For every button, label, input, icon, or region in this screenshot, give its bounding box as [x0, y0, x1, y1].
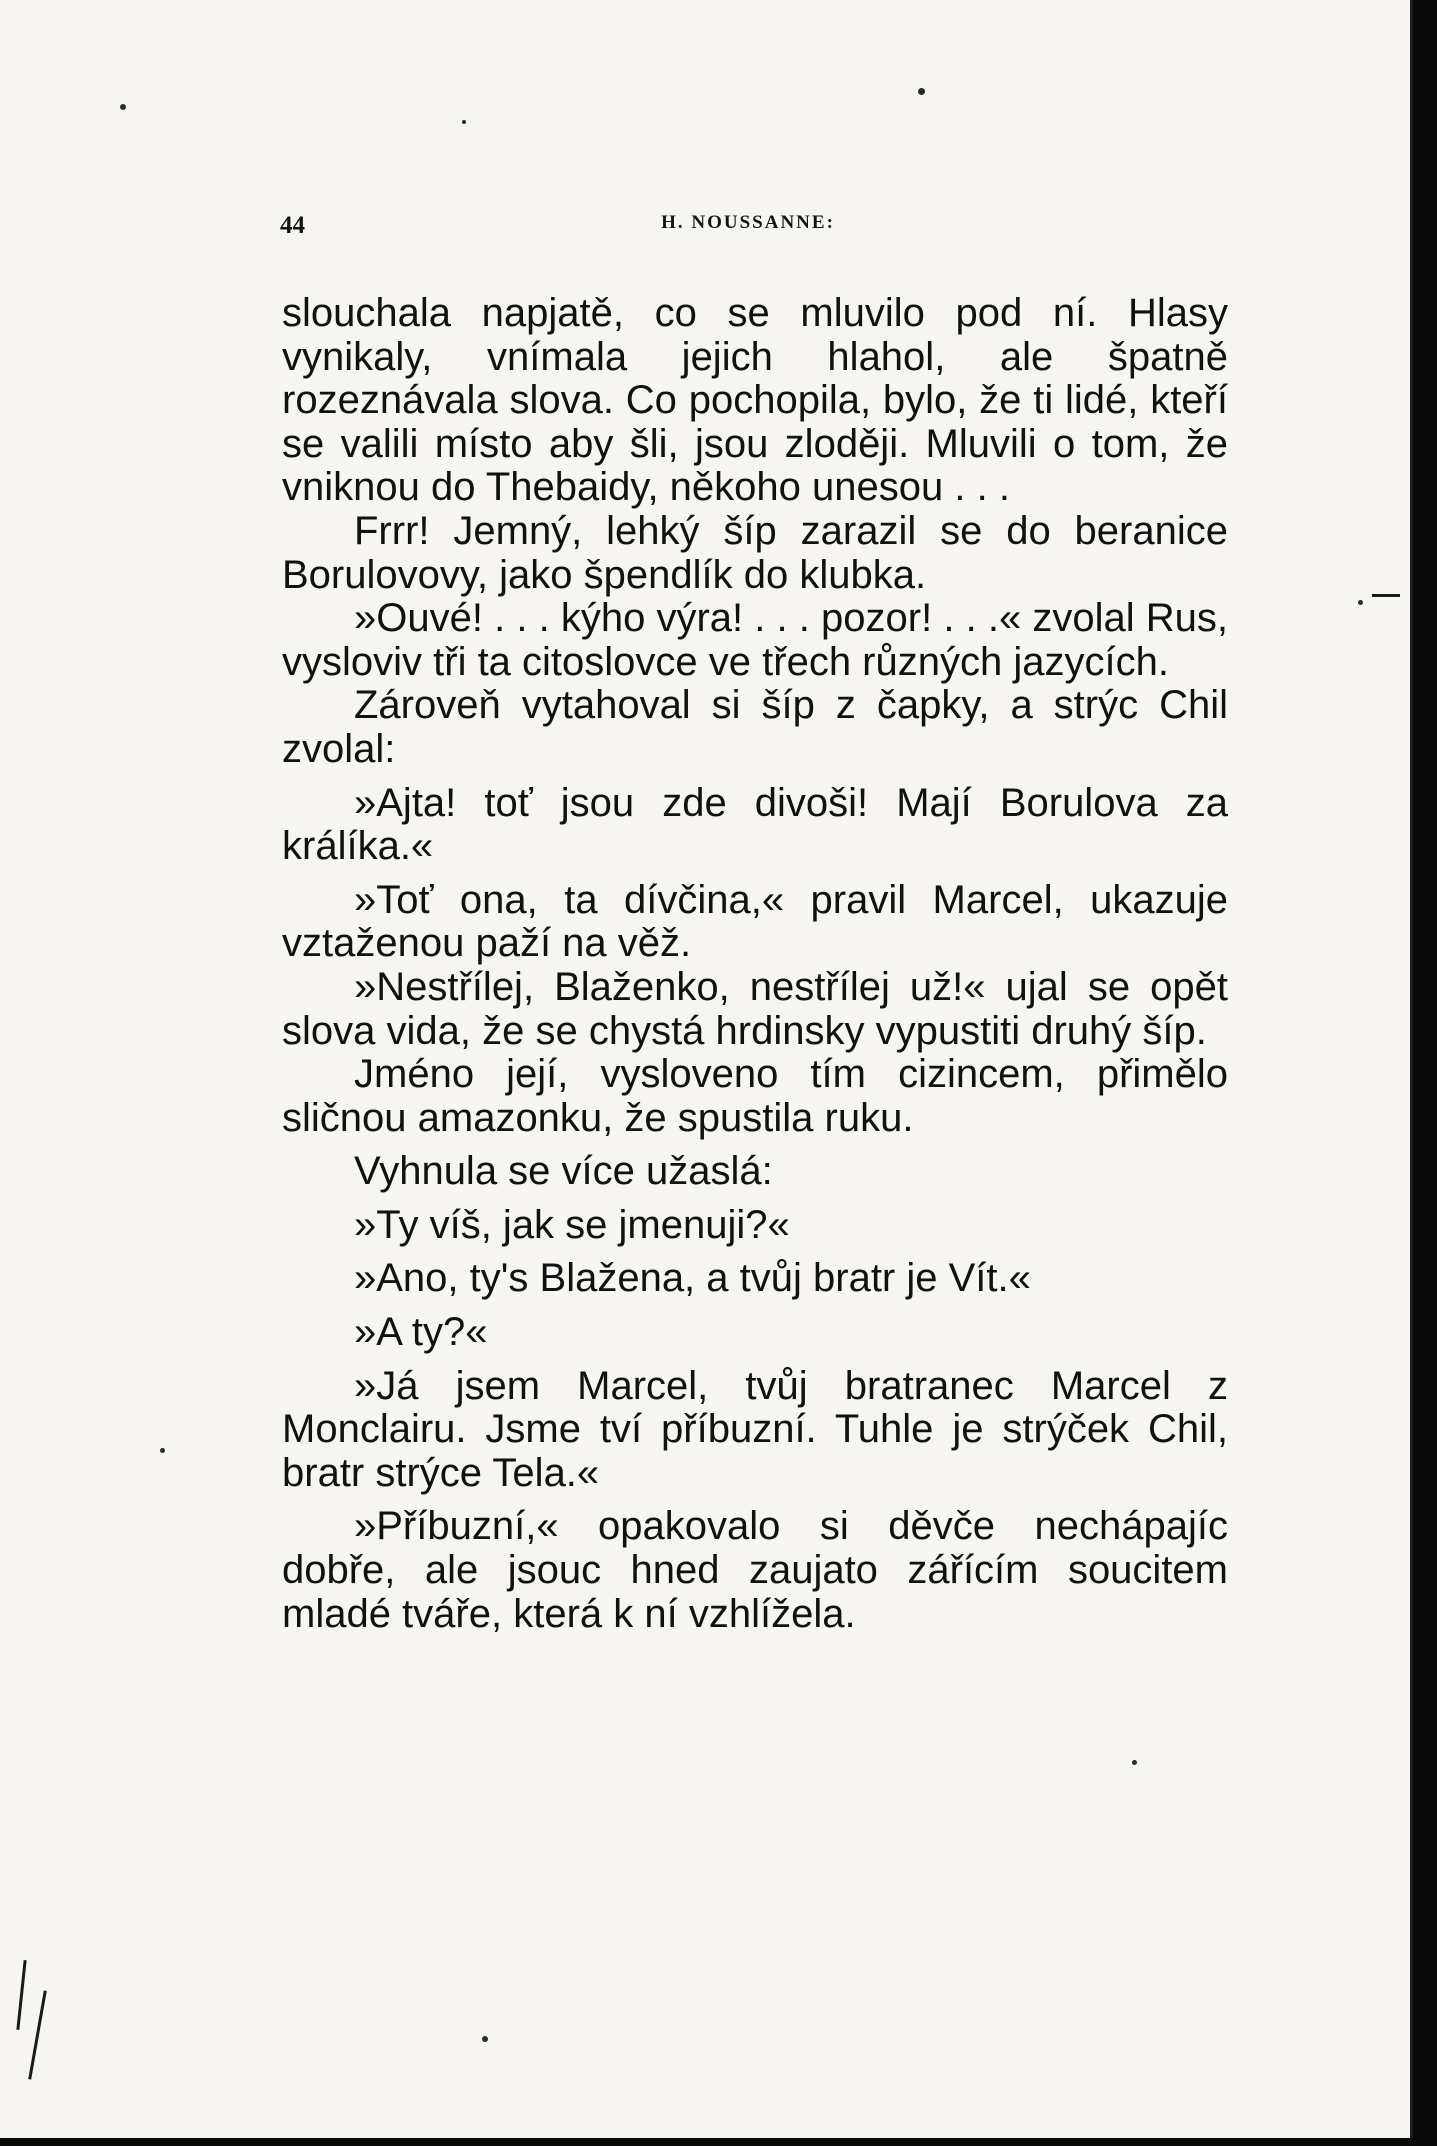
scan-edge-mark — [28, 1990, 47, 2079]
scan-speck — [120, 104, 126, 110]
paragraph: Jméno její, vysloveno tím cizincem, přimělo sličnou amazonku, že spustila ruku. — [282, 1052, 1228, 1140]
scan-edge-mark — [16, 1960, 26, 2030]
page-number: 44 — [280, 212, 305, 239]
scan-speck — [482, 2036, 488, 2042]
paragraph: »Nestřílej, Blaženko, nestřílej už!« ujal se opět slova vida, že se chystá hrdinsky vypustiti druhý šíp. — [282, 964, 1228, 1053]
paragraph: »Toť ona, ta dívčina,« pravil Marcel, ukazuje vztaženou paží na věž. — [282, 877, 1228, 966]
paragraph: »Ouvé! . . . kýho výra! . . . pozor! . . .« zvolal Rus, vysloviv tři ta citoslovce ve třech různých jazycích. — [282, 596, 1228, 684]
paragraph: »Příbuzní,« opakovalo si děvče nechápajíc dobře, ale jsouc hned zaujato zářícím soucitem mladé tváře, která k ní vzhlížela. — [282, 1504, 1228, 1636]
paragraph: »A ty?« — [354, 1310, 488, 1355]
scan-speck — [1132, 1760, 1137, 1765]
paragraph: »Ty víš, jak se jmenuji?« — [354, 1202, 790, 1247]
scan-edge-mark — [1372, 594, 1400, 597]
paragraph: Zároveň vytahoval si šíp z čapky, a strýc Chil zvolal: — [282, 683, 1228, 771]
scan-speck — [462, 120, 466, 124]
page-header — [280, 212, 1216, 244]
paragraph: »Ano, ty's Blažena, a tvůj bratr je Vít.« — [354, 1256, 1031, 1301]
paragraph: »Já jsem Marcel, tvůj bratranec Marcel z Monclairu. Jsme tví příbuzní. Tuhle je strýček Chil, bratr strýce Tela.« — [282, 1363, 1228, 1495]
body-text — [282, 292, 1228, 1636]
scan-speck — [1358, 600, 1363, 605]
scan-speck — [918, 88, 925, 95]
paragraph: slouchala napjatě, co se mluvilo pod ní. Hlasy vynikaly, vnímala jejich hlahol, ale špatně rozeznávala slova. Co pochopila, bylo, že ti lidé, kteří se valili místo aby šli, jsou zloději. Mluvili o tom, že vniknou do Thebaidy, někoho unesou . . . — [282, 291, 1228, 510]
paragraph: Vyhnula se více užaslá: — [354, 1149, 773, 1194]
paragraph: Frrr! Jemný, lehký šíp zarazil se do beranice Borulovovy, jako špendlík do klubka. — [282, 508, 1228, 597]
scan-speck — [160, 1448, 165, 1453]
paragraph: »Ajta! toť jsou zde divoši! Mají Borulova za králíka.« — [282, 780, 1228, 869]
running-head: H. NOUSSANNE: — [661, 212, 835, 233]
